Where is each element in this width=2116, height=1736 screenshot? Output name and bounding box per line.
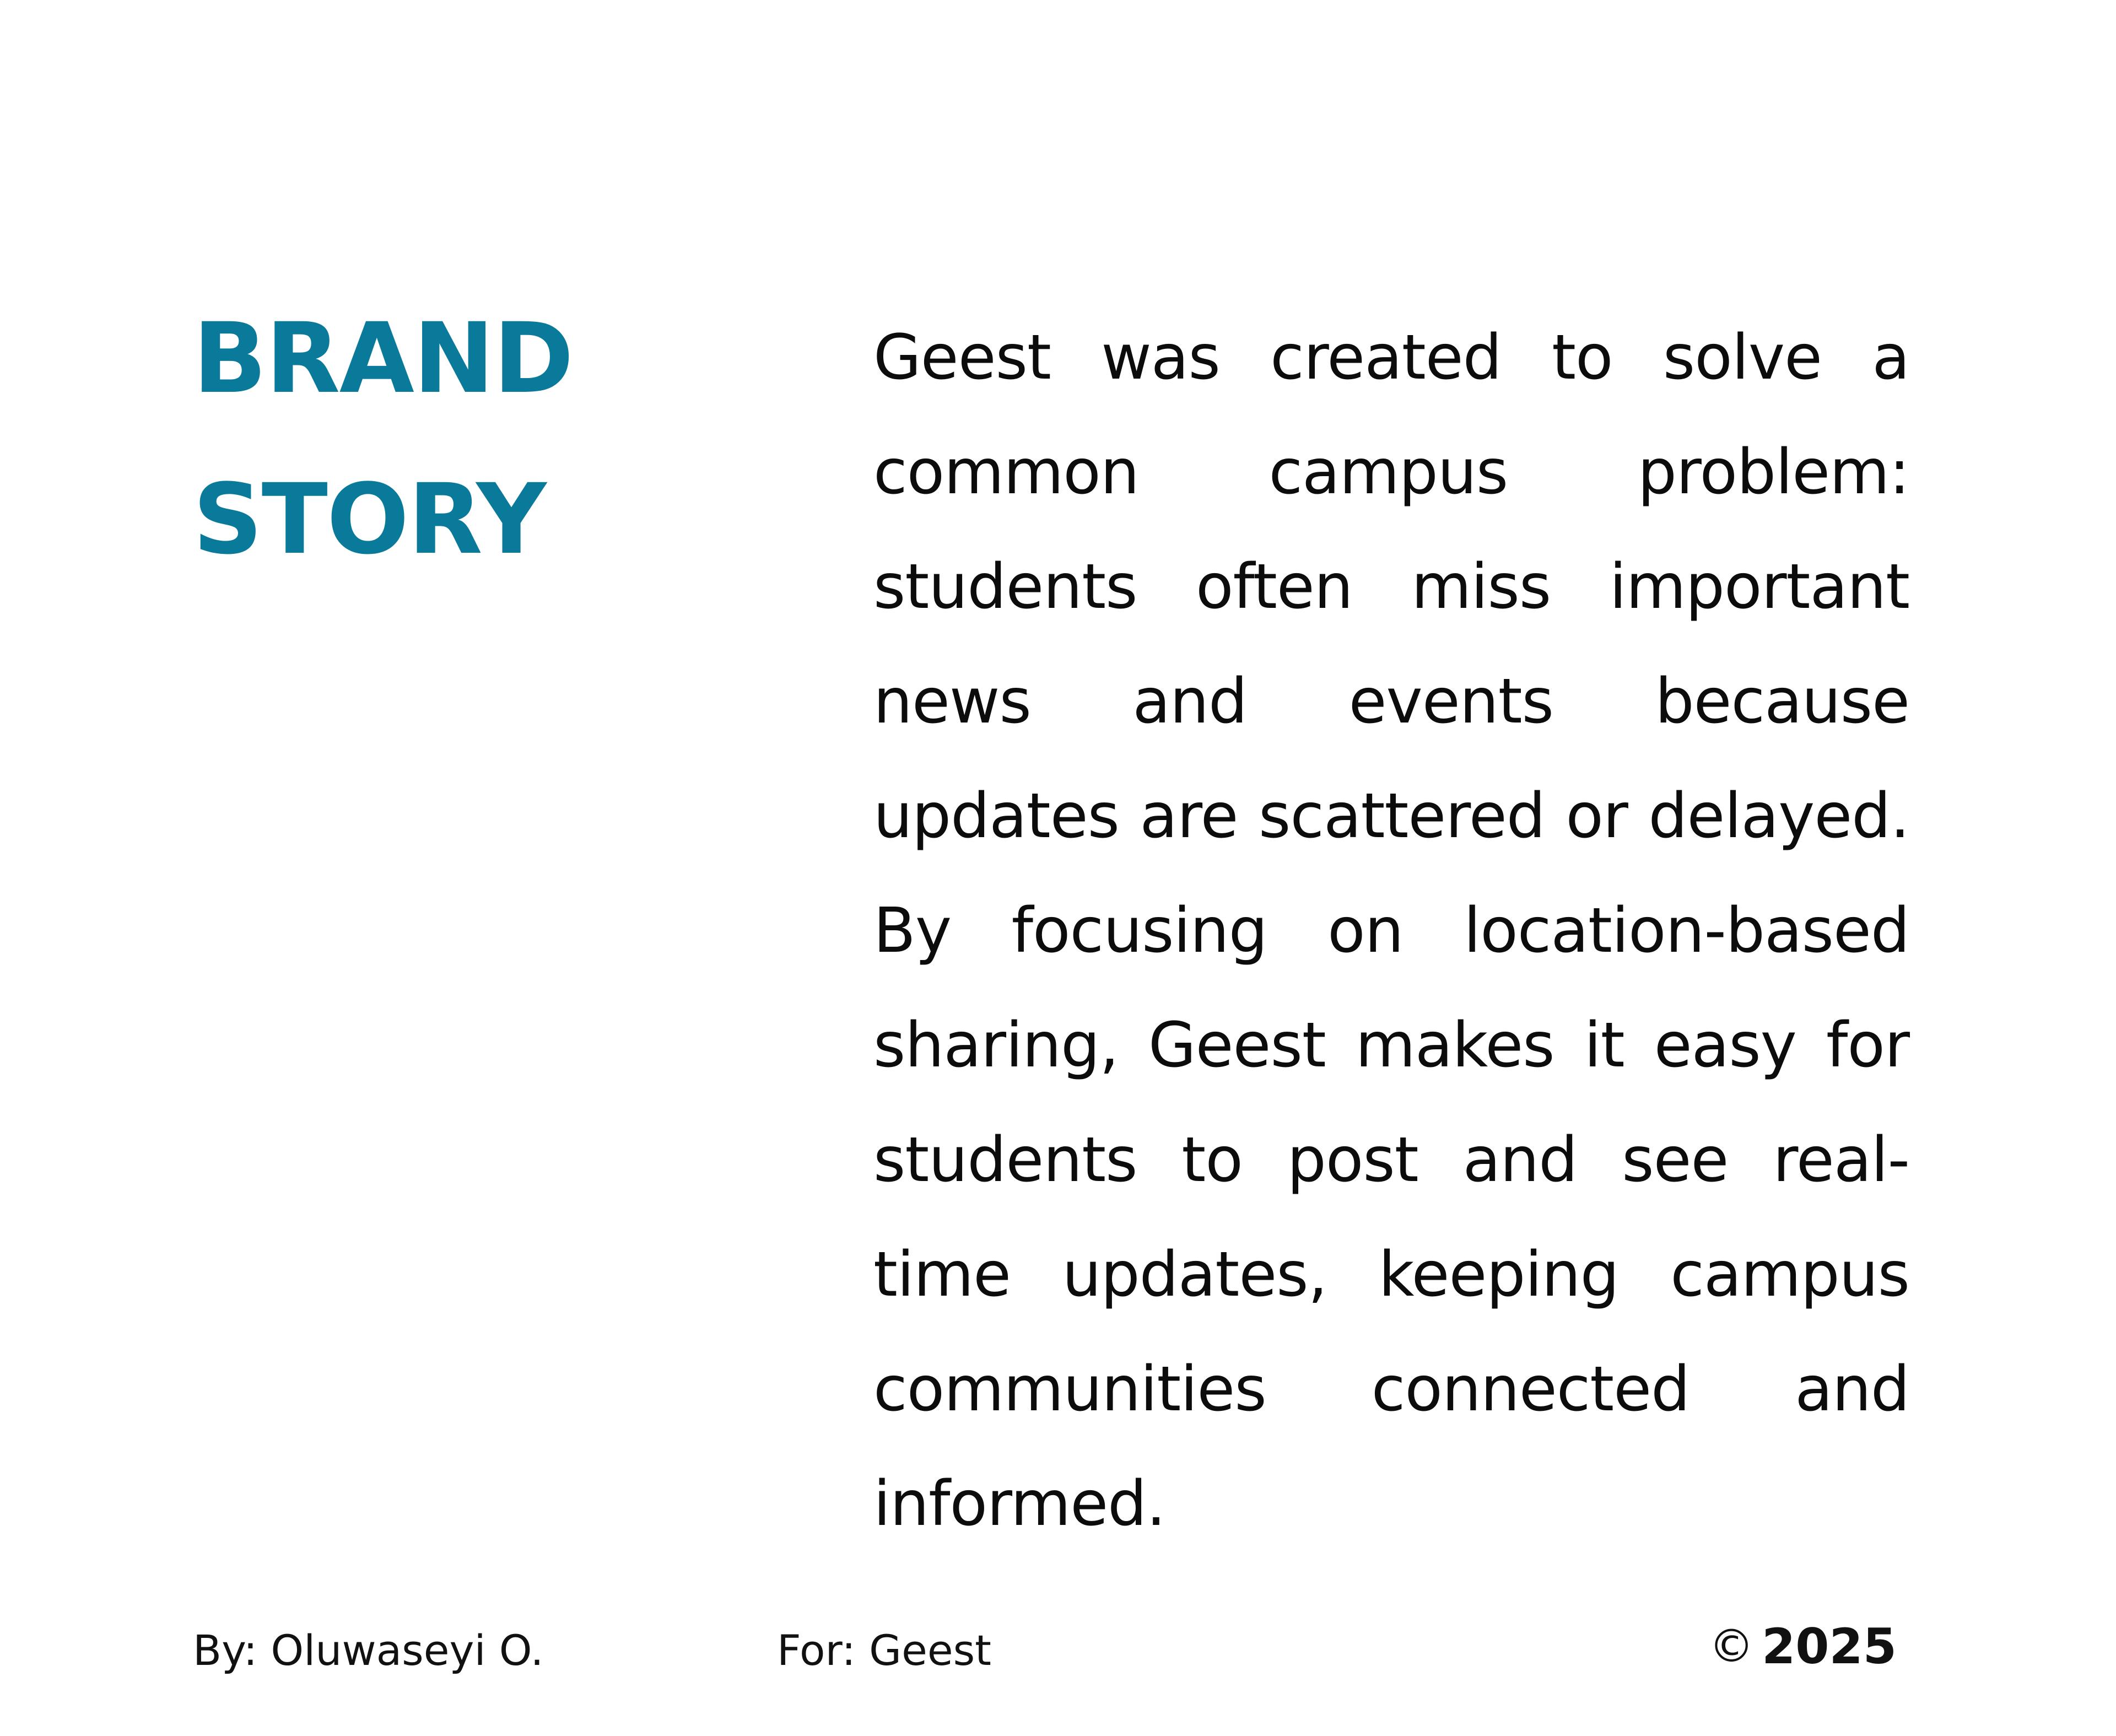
title-line-2: STORY: [193, 463, 546, 576]
title-line-1: BRAND: [193, 302, 573, 415]
author-credit: By: Oluwaseyi O.: [193, 1626, 544, 1675]
copyright-year: 2025: [1762, 1618, 1897, 1675]
copyright-notice: [1709, 1619, 1897, 1674]
page-title: [193, 278, 689, 600]
brand-story-paragraph: Geest was created to solve a common campus problem: students often miss important news and events because updates are scattered or delayed. By focusing on location-based sharing, Geest makes it easy for students to post and see real-time updates, keeping campus communities connected and informed.: [873, 322, 1909, 1540]
client-credit: For: Geest: [777, 1626, 991, 1675]
copyright-icon: ©: [1709, 1620, 1755, 1673]
